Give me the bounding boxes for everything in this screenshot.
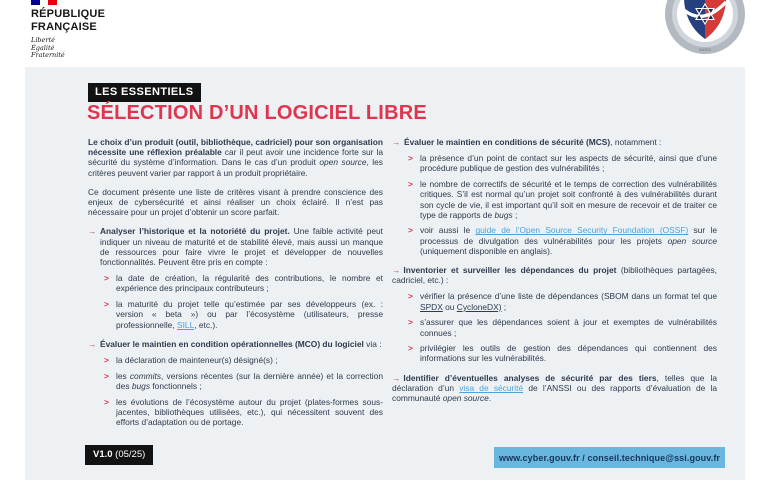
republic-motto: Liberté Égalité Fraternité [31, 36, 65, 60]
sub-criterion-item [104, 299, 383, 330]
seal-caption: ANSSI [698, 47, 712, 52]
text-segment: vérifier la présence d’une liste de dépendances (SBOM dans un format tel que [420, 291, 717, 302]
text-segment: open source [319, 157, 367, 168]
text-segment: open source [442, 393, 489, 404]
sub-criterion-item [408, 291, 717, 311]
criterion-item [88, 339, 383, 349]
text-segment: de l’ANSSI ou des rapports d’évaluation de la communauté [392, 382, 717, 404]
text-link[interactable]: visa de sécurité [459, 382, 524, 393]
version-number: V1.0 [93, 449, 113, 460]
republic-title-line1: RÉPUBLIQUE [31, 8, 106, 20]
sub-criterion-item [104, 371, 383, 391]
paragraph [88, 187, 383, 218]
arrow-bullet-icon: → [392, 265, 401, 276]
text-segment: , les critères peuvent varier par rapport à un produit propriétaire. [88, 157, 383, 178]
text-segment: via : [363, 338, 382, 349]
chevron-bullet-icon: > [104, 299, 109, 310]
text-segment: sur le processus de divulgation des vulnérabilités pour les projets [420, 225, 717, 246]
sub-criterion-item [408, 179, 717, 220]
text-segment: commits [129, 370, 162, 381]
text-segment: , telles que la déclaration d’un [392, 372, 717, 393]
text-link[interactable]: guide de l’Open Source Security Foundation (OSSF) [475, 225, 689, 236]
content-panel [25, 67, 745, 480]
text-segment: privilégier les outils de gestion des dépendances qui contiennent des informations sur les vulnérabilités. [420, 343, 717, 364]
chevron-bullet-icon: > [104, 396, 109, 407]
criterion-item [88, 226, 383, 267]
text-segment: Ce document présente une liste de critères visant à prendre conscience des enjeux de cybersécurité et ainsi réaliser un choix éclairé. Il n’est pas nécessaire pour un projet d’obtenir un score parfait. [88, 186, 383, 218]
text-segment: (uniquement disponible en anglais). [420, 245, 553, 256]
text-segment: . [488, 393, 492, 404]
sub-criterion-item [408, 343, 717, 363]
criterion-item [392, 373, 717, 404]
republic-title-line2: FRANÇAISE [31, 20, 97, 33]
republic-title [31, 8, 105, 33]
sub-criterion-item [408, 153, 717, 173]
text-segment: le nombre de correctifs de sécurité et le temps de correction des vulnérabilités critiques. S’il est normal qu’un projet soit confronté à des vulnérabilités durant son cycle de vie, il est important qu’il soit en mesure de recevoir et de traiter ce type de rapports de [420, 179, 717, 220]
arrow-bullet-icon: → [392, 372, 401, 383]
text-segment: car il peut avoir une incidence forte sur la sécurité du système d’information. Dans le cas d’un produit [88, 147, 383, 168]
sub-criterion-item [408, 317, 717, 337]
criterion-item [392, 265, 717, 285]
left-column [88, 137, 383, 433]
arrow-bullet-icon: → [88, 226, 97, 237]
sub-criterion-item [408, 225, 717, 256]
text-segment: bugs [494, 209, 513, 220]
text-segment: , notamment : [610, 137, 662, 147]
text-segment: la présence d’un point de contact sur les aspects de sécurité, ainsi que d’une procédure publique de gestion des vulnérabilités ; [420, 153, 717, 174]
text-segment: Évaluer le maintien en conditions de sécurité (MCS) [404, 137, 611, 147]
text-segment: , versions récentes (sur la dernière année) et la correction des [116, 370, 383, 391]
text-segment: open source [667, 235, 717, 246]
page-title: SÉLECTION D’UN LOGICIEL LIBRE [87, 102, 427, 124]
text-segment: s’assurer que les dépendances soient à jour et exemptes de vulnérabilités connues ; [420, 317, 717, 338]
text-segment: la maturité du projet telle qu’estimée par ses développeurs (ex. : version « beta ») ou par l’écosystème (utilisateurs, presse professionnelle, [116, 299, 383, 330]
chevron-bullet-icon: > [408, 291, 413, 302]
right-column [392, 137, 717, 409]
text-segment: les [116, 370, 130, 381]
text-link[interactable]: SPDX [420, 301, 443, 312]
chevron-bullet-icon: > [104, 273, 109, 284]
chevron-bullet-icon: > [408, 343, 413, 354]
text-segment: ou [442, 301, 457, 312]
sub-criterion-item [104, 273, 383, 293]
french-flag-icon [31, 0, 57, 5]
text-segment: Évaluer le maintien en condition opérationnelles (MCO) du logiciel [100, 338, 364, 349]
text-segment: Une faible activité peut indiquer un niveau de maturité et de stabilité élevé, mais aussi un manque de ressources pour faire vivre le projet et développer de nouvelles fonctionnalités. Peuvent être pris en compte : [100, 226, 384, 268]
chevron-bullet-icon: > [408, 317, 413, 328]
sub-criterion-item [104, 397, 383, 428]
text-segment: bugs [131, 380, 151, 391]
text-segment: (bibliothèques partagées, cadriciel, etc.) : [392, 265, 717, 286]
version-badge [85, 445, 153, 465]
criterion-item [392, 137, 717, 147]
anssi-seal-icon [665, 0, 745, 54]
text-segment: les évolutions de l’écosystème autour du projet (plates-formes sous-jacentes, bibliothèques utilisées, etc.), qui nécessitent souvent des efforts d’adaptation ou de portage. [116, 396, 383, 427]
version-date: (05/25) [112, 449, 146, 460]
chevron-bullet-icon: > [104, 354, 109, 365]
text-link[interactable]: SILL [177, 319, 195, 330]
text-segment: Identifier d’éventuelles analyses de sécurité par des tiers [403, 372, 657, 383]
text-segment: Le choix d’un produit (outil, bibliothèque, cadriciel) pour son organisation nécessite une réflexion préalable [88, 137, 383, 158]
text-segment: Inventorier et surveiller les dépendances du projet [403, 265, 617, 276]
sub-criterion-item [104, 355, 383, 365]
chevron-bullet-icon: > [408, 153, 413, 164]
chevron-bullet-icon: > [408, 179, 413, 190]
arrow-bullet-icon: → [88, 338, 97, 349]
text-segment: la date de création, la régularité des contributions, le nombre et expérience des principaux contributeurs ; [116, 273, 383, 294]
text-link[interactable]: CycloneDX) [456, 301, 502, 312]
paragraph [88, 137, 383, 178]
text-segment: Analyser l’historique et la notoriété du projet. [100, 226, 290, 237]
arrow-bullet-icon: → [392, 137, 401, 147]
text-segment: ; [501, 301, 507, 312]
text-segment: fonctionnels ; [150, 380, 202, 391]
text-segment: ; [512, 209, 518, 220]
republique-francaise-logo [31, 0, 105, 60]
text-segment: la déclaration de mainteneur(s) désigné(s) ; [116, 354, 278, 365]
text-segment: , etc.). [194, 319, 218, 330]
chevron-bullet-icon: > [408, 225, 413, 236]
contact-badge[interactable]: www.cyber.gouv.fr / conseil.technique@ssi.gouv.fr [494, 447, 725, 468]
kicker-badge: LES ESSENTIELS [88, 83, 201, 102]
text-segment: voir aussi le [420, 225, 476, 236]
chevron-bullet-icon: > [104, 370, 109, 381]
